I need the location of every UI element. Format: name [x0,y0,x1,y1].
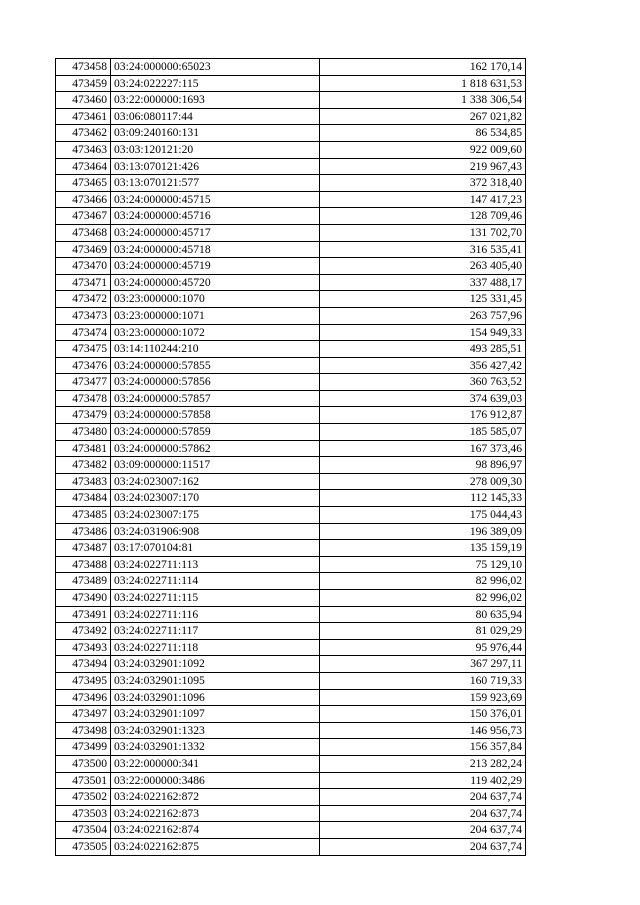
cadastral-number-cell: 03:24:000000:45716 [111,208,320,225]
table-row [56,805,526,822]
table-row [56,357,526,374]
row-number-cell: 473468 [56,224,111,241]
cadastral-value-cell: 146 956,73 [320,722,526,739]
cadastral-value-cell: 204 637,74 [320,789,526,806]
cadastral-value-cell: 219 967,43 [320,158,526,175]
table-row [56,241,526,258]
cadastral-number-cell: 03:24:023007:162 [111,473,320,490]
cadastral-number-cell: 03:24:022162:872 [111,789,320,806]
table-row [56,341,526,358]
table-row [56,59,526,76]
cadastral-number-cell: 03:24:000000:57858 [111,407,320,424]
table-row [56,789,526,806]
row-number-cell: 473503 [56,805,111,822]
cadastral-number-cell: 03:13:070121:426 [111,158,320,175]
row-number-cell: 473462 [56,125,111,142]
row-number-cell: 473505 [56,838,111,855]
table-row [56,75,526,92]
cadastral-number-cell: 03:23:000000:1072 [111,324,320,341]
cadastral-number-cell: 03:24:022711:115 [111,590,320,607]
cadastral-number-cell: 03:24:022711:113 [111,556,320,573]
table-row [56,92,526,109]
cadastral-number-cell: 03:24:031906:908 [111,523,320,540]
cadastral-value-cell: 159 923,69 [320,689,526,706]
row-number-cell: 473474 [56,324,111,341]
cadastral-value-cell: 160 719,33 [320,672,526,689]
row-number-cell: 473489 [56,573,111,590]
cadastral-value-cell: 316 535,41 [320,241,526,258]
cadastral-value-cell: 196 389,09 [320,523,526,540]
cadastral-value-cell: 493 285,51 [320,341,526,358]
cadastral-value-cell: 213 282,24 [320,755,526,772]
row-number-cell: 473494 [56,656,111,673]
table-row [56,623,526,640]
table-row [56,175,526,192]
row-number-cell: 473502 [56,789,111,806]
cadastral-number-cell: 03:17:070104:81 [111,540,320,557]
cadastral-value-cell: 98 896,97 [320,457,526,474]
cadastral-number-cell: 03:24:032901:1332 [111,739,320,756]
row-number-cell: 473501 [56,772,111,789]
table-row [56,523,526,540]
table-row [56,324,526,341]
cadastral-number-cell: 03:22:000000:1693 [111,92,320,109]
table-row [56,672,526,689]
cadastral-number-cell: 03:24:000000:65023 [111,59,320,76]
cadastral-number-cell: 03:24:000000:57856 [111,374,320,391]
cadastral-value-cell: 119 402,29 [320,772,526,789]
table-row [56,258,526,275]
table-row [56,208,526,225]
cadastral-value-cell: 204 637,74 [320,838,526,855]
cadastral-number-cell: 03:09:240160:131 [111,125,320,142]
cadastral-number-cell: 03:24:022227:115 [111,75,320,92]
cadastral-number-cell: 03:22:000000:3486 [111,772,320,789]
table-row [56,838,526,855]
row-number-cell: 473459 [56,75,111,92]
cadastral-number-cell: 03:24:032901:1097 [111,706,320,723]
cadastral-value-table [55,58,526,856]
cadastral-number-cell: 03:24:022162:874 [111,822,320,839]
table-row [56,191,526,208]
row-number-cell: 473475 [56,341,111,358]
table-row [56,291,526,308]
cadastral-value-cell: 95 976,44 [320,639,526,656]
cadastral-number-cell: 03:24:000000:45720 [111,274,320,291]
table-row [56,772,526,789]
row-number-cell: 473478 [56,390,111,407]
cadastral-value-cell: 204 637,74 [320,822,526,839]
row-number-cell: 473504 [56,822,111,839]
cadastral-number-cell: 03:24:022711:117 [111,623,320,640]
cadastral-number-cell: 03:24:022162:873 [111,805,320,822]
row-number-cell: 473482 [56,457,111,474]
row-number-cell: 473465 [56,175,111,192]
table-row [56,706,526,723]
cadastral-number-cell: 03:24:023007:175 [111,507,320,524]
table-row [56,424,526,441]
row-number-cell: 473496 [56,689,111,706]
row-number-cell: 473476 [56,357,111,374]
row-number-cell: 473486 [56,523,111,540]
row-number-cell: 473480 [56,424,111,441]
cadastral-number-cell: 03:06:080117:44 [111,108,320,125]
row-number-cell: 473493 [56,639,111,656]
row-number-cell: 473483 [56,473,111,490]
cadastral-number-cell: 03:24:022711:116 [111,606,320,623]
cadastral-number-cell: 03:14:110244:210 [111,341,320,358]
cadastral-value-cell: 154 949,33 [320,324,526,341]
row-number-cell: 473479 [56,407,111,424]
cadastral-value-cell: 150 376,01 [320,706,526,723]
cadastral-number-cell: 03:24:000000:57855 [111,357,320,374]
table-row [56,573,526,590]
table-body [56,59,526,856]
cadastral-value-cell: 372 318,40 [320,175,526,192]
table-row [56,307,526,324]
cadastral-value-cell: 80 635,94 [320,606,526,623]
row-number-cell: 473458 [56,59,111,76]
cadastral-number-cell: 03:23:000000:1071 [111,307,320,324]
table-row [56,440,526,457]
cadastral-value-cell: 135 159,19 [320,540,526,557]
cadastral-number-cell: 03:24:000000:45719 [111,258,320,275]
row-number-cell: 473488 [56,556,111,573]
row-number-cell: 473463 [56,141,111,158]
row-number-cell: 473500 [56,755,111,772]
cadastral-number-cell: 03:24:000000:45718 [111,241,320,258]
row-number-cell: 473498 [56,722,111,739]
cadastral-number-cell: 03:24:032901:1096 [111,689,320,706]
cadastral-number-cell: 03:24:000000:45717 [111,224,320,241]
cadastral-number-cell: 03:22:000000:341 [111,755,320,772]
cadastral-value-cell: 278 009,30 [320,473,526,490]
cadastral-number-cell: 03:24:000000:57862 [111,440,320,457]
cadastral-value-cell: 356 427,42 [320,357,526,374]
cadastral-number-cell: 03:24:000000:45715 [111,191,320,208]
cadastral-value-cell: 263 757,96 [320,307,526,324]
row-number-cell: 473467 [56,208,111,225]
row-number-cell: 473497 [56,706,111,723]
cadastral-value-cell: 267 021,82 [320,108,526,125]
cadastral-value-cell: 175 044,43 [320,507,526,524]
cadastral-value-cell: 176 912,87 [320,407,526,424]
cadastral-value-cell: 374 639,03 [320,390,526,407]
table-row [56,590,526,607]
cadastral-value-cell: 112 145,33 [320,490,526,507]
table-row [56,722,526,739]
row-number-cell: 473499 [56,739,111,756]
table-row [56,374,526,391]
table-row [56,556,526,573]
row-number-cell: 473492 [56,623,111,640]
row-number-cell: 473473 [56,307,111,324]
cadastral-value-cell: 185 585,07 [320,424,526,441]
table-row [56,457,526,474]
table-row [56,108,526,125]
row-number-cell: 473495 [56,672,111,689]
table-row [56,407,526,424]
table-row [56,390,526,407]
cadastral-number-cell: 03:13:070121:577 [111,175,320,192]
row-number-cell: 473490 [56,590,111,607]
cadastral-value-cell: 82 996,02 [320,573,526,590]
row-number-cell: 473464 [56,158,111,175]
row-number-cell: 473491 [56,606,111,623]
row-number-cell: 473481 [56,440,111,457]
table-row [56,739,526,756]
cadastral-value-cell: 1 338 306,54 [320,92,526,109]
cadastral-number-cell: 03:24:000000:57859 [111,424,320,441]
table-row [56,540,526,557]
cadastral-value-cell: 204 637,74 [320,805,526,822]
table-row [56,639,526,656]
cadastral-value-cell: 263 405,40 [320,258,526,275]
cadastral-value-cell: 131 702,70 [320,224,526,241]
row-number-cell: 473477 [56,374,111,391]
cadastral-value-cell: 128 709,46 [320,208,526,225]
table-row [56,125,526,142]
cadastral-value-cell: 82 996,02 [320,590,526,607]
cadastral-number-cell: 03:24:032901:1323 [111,722,320,739]
cadastral-value-cell: 367 297,11 [320,656,526,673]
row-number-cell: 473487 [56,540,111,557]
cadastral-number-cell: 03:03:120121:20 [111,141,320,158]
cadastral-number-cell: 03:24:000000:57857 [111,390,320,407]
table-row [56,473,526,490]
cadastral-number-cell: 03:24:032901:1095 [111,672,320,689]
table-row [56,490,526,507]
cadastral-value-cell: 1 818 631,53 [320,75,526,92]
cadastral-value-cell: 162 170,14 [320,59,526,76]
row-number-cell: 473484 [56,490,111,507]
cadastral-value-cell: 167 373,46 [320,440,526,457]
table-row [56,822,526,839]
table-row [56,755,526,772]
table-row [56,141,526,158]
cadastral-number-cell: 03:23:000000:1070 [111,291,320,308]
table-row [56,274,526,291]
cadastral-number-cell: 03:24:023007:170 [111,490,320,507]
table-row [56,656,526,673]
cadastral-value-cell: 922 009,60 [320,141,526,158]
cadastral-value-cell: 337 488,17 [320,274,526,291]
cadastral-value-cell: 156 357,84 [320,739,526,756]
cadastral-value-cell: 125 331,45 [320,291,526,308]
cadastral-value-cell: 360 763,52 [320,374,526,391]
table-row [56,507,526,524]
cadastral-number-cell: 03:24:022711:118 [111,639,320,656]
row-number-cell: 473472 [56,291,111,308]
cadastral-number-cell: 03:24:022162:875 [111,838,320,855]
row-number-cell: 473471 [56,274,111,291]
cadastral-value-cell: 86 534,85 [320,125,526,142]
cadastral-value-cell: 75 129,10 [320,556,526,573]
table-row [56,158,526,175]
cadastral-value-cell: 147 417,23 [320,191,526,208]
row-number-cell: 473460 [56,92,111,109]
table-row [56,689,526,706]
cadastral-number-cell: 03:24:022711:114 [111,573,320,590]
row-number-cell: 473469 [56,241,111,258]
row-number-cell: 473470 [56,258,111,275]
row-number-cell: 473485 [56,507,111,524]
row-number-cell: 473466 [56,191,111,208]
table-row [56,606,526,623]
cadastral-number-cell: 03:24:032901:1092 [111,656,320,673]
table-row [56,224,526,241]
cadastral-value-cell: 81 029,29 [320,623,526,640]
cadastral-number-cell: 03:09:000000:11517 [111,457,320,474]
row-number-cell: 473461 [56,108,111,125]
